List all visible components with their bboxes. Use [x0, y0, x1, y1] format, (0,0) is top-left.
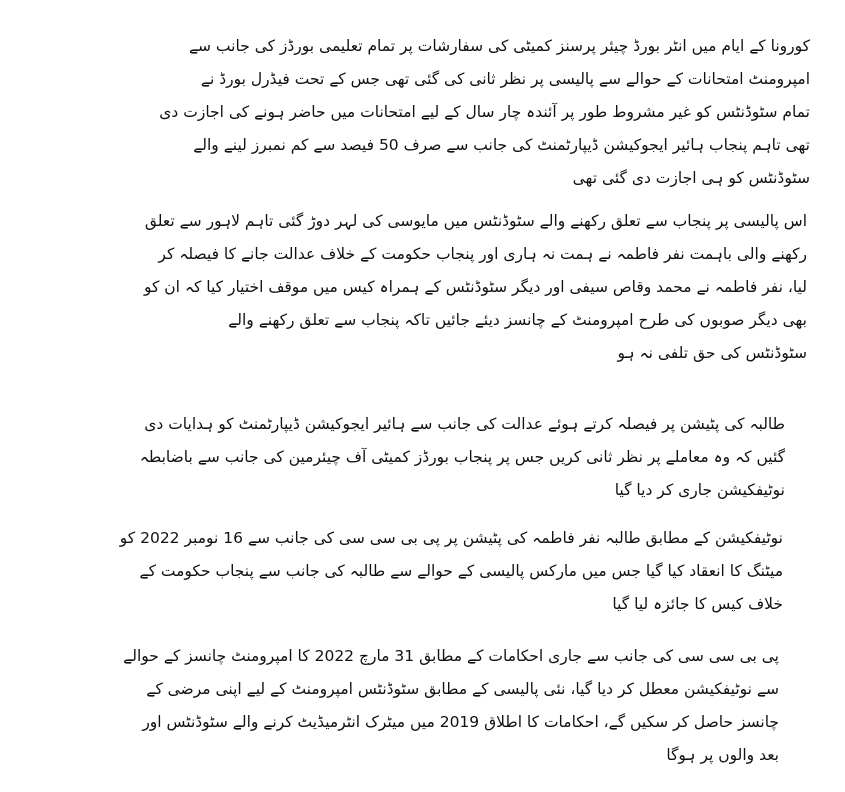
paragraph-5-line: پی بی سی سی کی جانب سے جاری احکامات کے مطابق 31 مارچ 2022 کا امپرومنٹ چانسز کے حوالے	[123, 647, 779, 665]
paragraph-2-line: اس پالیسی پر پنجاب سے تعلق رکھنے والے سٹوڈنٹس میں مایوسی کی لہر دوڑ گئی تاہم لاہور سے تعلق	[144, 212, 807, 230]
paragraph-1-line: سٹوڈنٹس کو ہی اجازت دی گئی تھی	[572, 169, 810, 187]
paragraph-5-line: سے نوٹیفکیشن معطل کر دیا گیا، نئی پالیسی کے مطابق سٹوڈنٹس امپرومنٹ کے لیے اپنی مرضی کے	[146, 680, 779, 698]
paragraph-1	[40, 30, 810, 195]
paragraph-2-line: لیا، نفر فاطمہ نے محمد وقاص سیفی اور دیگر سٹوڈنٹس کے ہمراہ کیس میں موقف اختیار کیا کہ ان کو	[143, 278, 807, 296]
paragraph-3	[35, 408, 785, 507]
paragraph-5-line: چانسز حاصل کر سکیں گے، احکامات کا اطلاق 2019 میں میٹرک انٹرمیڈیٹ کرنے والے سٹوڈنٹس اور	[142, 713, 779, 731]
paragraph-5-line: بعد والوں پر ہوگا	[666, 746, 779, 764]
paragraph-1-line: تمام سٹوڈنٹس کو غیر مشروط طور پر آئندہ چار سال کے لیے امتحانات میں حاضر ہونے کی اجازت دی	[159, 103, 810, 121]
paragraph-1-line: کورونا کے ایام میں انٹر بورڈ چیئر پرسنز کمیٹی کی سفارشات پر تمام تعلیمی بورڈز کی جانب سے	[188, 37, 810, 55]
paragraph-3-line: طالبہ کی پٹیشن پر فیصلہ کرتے ہوئے عدالت کی جانب سے ہائیر ایجوکیشن ڈیپارٹمنٹ کو ہدایات دی	[144, 415, 785, 433]
paragraph-2-line: سٹوڈنٹس کی حق تلفی نہ ہو	[617, 344, 807, 362]
paragraph-1-line: تھی تاہم پنجاب ہائیر ایجوکیشن ڈیپارٹمنٹ کی جانب سے صرف 50 فیصد سے کم نمبرز لینے والے	[193, 136, 810, 154]
paragraph-4-line: خلاف کیس کا جائزہ لیا گیا	[612, 595, 783, 613]
paragraph-3-line: گئیں کہ وہ معاملے پر نظر ثانی کریں جس پر پنجاب بورڈز کمیٹی آف چیئرمین کی جانب سے باضابطہ	[139, 448, 785, 466]
paragraph-2-line: رکھنے والی باہمت نفر فاطمہ نے ہمت نہ ہاری اور پنجاب حکومت کے خلاف عدالت جانے کا فیصلہ کر	[158, 245, 807, 263]
paragraph-2-line: بھی دیگر صوبوں کی طرح امپرومنٹ کے چانسز دیئے جائیں تاکہ پنجاب سے تعلق رکھنے والے	[228, 311, 807, 329]
paragraph-1-line: امپرومنٹ امتحانات کے حوالے سے پالیسی پر نظر ثانی کی گئی تھی جس کے تحت فیڈرل بورڈ نے	[200, 70, 810, 88]
paragraph-3-line: نوٹیفکیشن جاری کر دیا گیا	[614, 481, 785, 499]
paragraph-4-line: میٹنگ کا انعقاد کیا گیا جس میں مارکس پالیسی کے حوالے سے طالبہ کی جانب سے پنجاب حکومت کے	[139, 562, 783, 580]
paragraph-4	[33, 522, 783, 621]
paragraph-4-line: نوٹیفکیشن کے مطابق طالبہ نفر فاطمہ کی پٹیشن پر پی بی سی سی کی جانب سے 16 نومبر 2022 کو	[119, 529, 783, 547]
paragraph-2	[37, 205, 807, 370]
paragraph-5	[29, 640, 779, 772]
